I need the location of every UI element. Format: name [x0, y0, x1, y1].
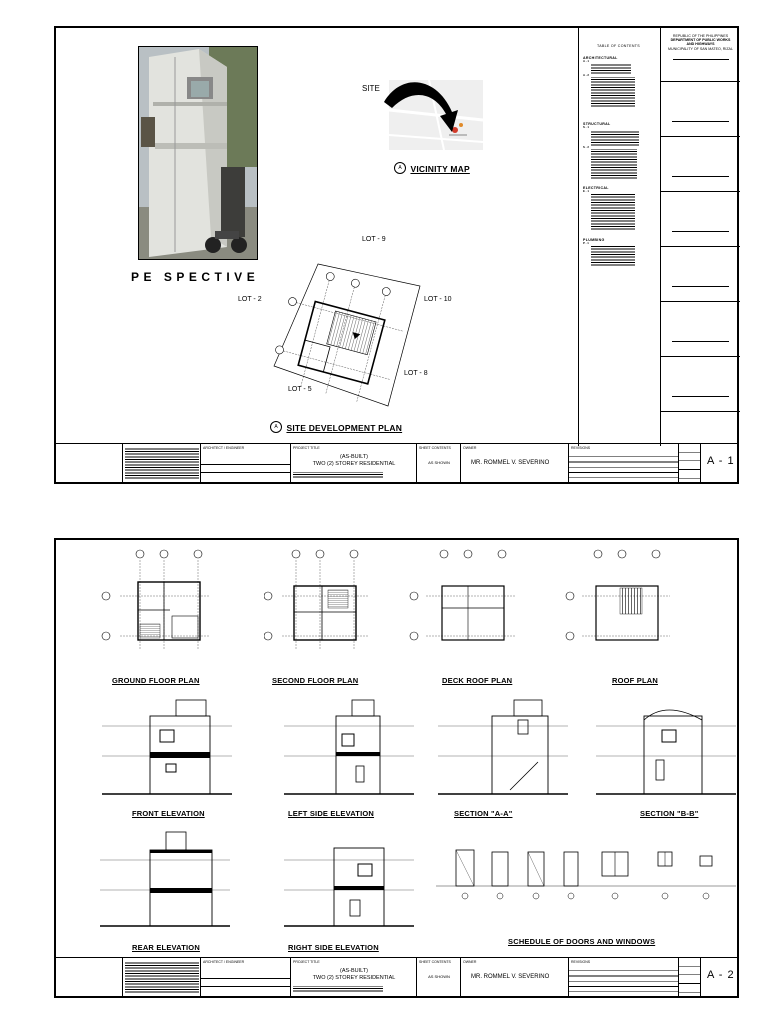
lot-9-label: LOT - 9 — [362, 236, 386, 243]
left-side-elevation — [284, 690, 414, 800]
revisions-cell: REVISIONS — [568, 444, 679, 482]
roof-plan — [562, 546, 672, 654]
section-b-b — [596, 690, 736, 800]
site-plan-title — [270, 418, 402, 436]
ground-floor-plan — [100, 546, 210, 654]
toc-title: TABLE OF CONTENTS — [597, 44, 640, 48]
title-block-a2: ARCHITECT / ENGINEER PROJECT TITLE (AS-BUILT) TWO (2) STOREY RESIDENTIAL SHEET CONTENTS AS SHOWN OWNER MR. ROMMEL V. SEVERINO REVISIONS A - 2 — [56, 957, 737, 996]
site-arrow — [382, 72, 462, 142]
toc-section-arch: ARCHITECTURAL A - 1 A - 2 — [583, 56, 657, 107]
vicinity-title-text: VICINITY MAP — [410, 164, 470, 174]
drawing-sheet-a1 — [54, 26, 739, 484]
lot-5-label: LOT - 5 — [288, 386, 312, 393]
agency-column — [660, 28, 740, 446]
ground-floor-plan-title: GROUND FLOOR PLAN — [112, 676, 200, 685]
sheet-number-cell-a2: A - 2 — [700, 958, 737, 996]
rear-elevation-title: REAR ELEVATION — [132, 943, 200, 952]
site-label: SITE — [362, 84, 380, 93]
site-development-plan — [248, 246, 498, 426]
section-a-a — [438, 690, 568, 800]
second-floor-plan — [264, 546, 374, 654]
right-side-elevation — [284, 824, 414, 932]
rear-elevation — [100, 824, 230, 932]
front-elevation-title: FRONT ELEVATION — [132, 809, 205, 818]
lot-10-label: LOT - 10 — [424, 296, 452, 303]
site-plan-ref: A — [270, 421, 282, 433]
agency-block: REPUBLIC OF THE PHILIPPINES DEPARTMENT OF PUBLIC WORKS AND HIGHWAYS MUNICIPALITY OF SAN MATEO, RIZAL — [661, 28, 740, 82]
toc-section-elec: ELECTRICAL E - 1 — [583, 186, 657, 230]
left-side-elevation-title: LEFT SIDE ELEVATION — [288, 809, 375, 818]
schedule-doors-windows — [436, 838, 736, 928]
perspective-photo — [138, 46, 258, 260]
deck-roof-plan — [406, 546, 516, 654]
deck-roof-plan-title: DECK ROOF PLAN — [442, 676, 513, 685]
right-side-elevation-title: RIGHT SIDE ELEVATION — [288, 943, 379, 952]
owner-cell: OWNER MR. ROMMEL V. SEVERINO — [460, 444, 569, 482]
second-floor-plan-title: SECOND FLOOR PLAN — [272, 676, 359, 685]
site-plan-title-text: SITE DEVELOPMENT PLAN — [286, 423, 403, 433]
schedule-title: SCHEDULE OF DOORS AND WINDOWS — [508, 937, 656, 946]
front-elevation — [102, 690, 232, 800]
vicinity-map-title — [394, 159, 470, 177]
toc-section-struct: STRUCTURAL S - 1 S - 2 — [583, 122, 657, 179]
drawing-sheet-a2 — [54, 538, 739, 998]
section-a-a-title: SECTION "A-A" — [454, 809, 513, 818]
toc-section-plumb: PLUMBING P - 1 — [583, 238, 657, 266]
project-cell: PROJECT TITLE (AS-BUILT) TWO (2) STOREY RESIDENTIAL — [290, 444, 417, 482]
section-b-b-title: SECTION "B-B" — [640, 809, 699, 818]
notes-cell — [122, 444, 201, 482]
sheet-contents-cell: SHEET CONTENTS AS SHOWN — [416, 444, 461, 482]
table-of-contents — [578, 28, 661, 446]
roof-plan-title: ROOF PLAN — [612, 676, 658, 685]
architect-cell: ARCHITECT / ENGINEER — [200, 444, 291, 482]
vicinity-ref: A — [394, 162, 406, 174]
lot-2-label: LOT - 2 — [238, 296, 262, 303]
sheet-number-cell: A - 1 — [700, 444, 737, 482]
lot-8-label: LOT - 8 — [404, 370, 428, 377]
perspective-label: PE SPECTIVE — [131, 270, 260, 284]
title-block-a1 — [56, 443, 737, 482]
